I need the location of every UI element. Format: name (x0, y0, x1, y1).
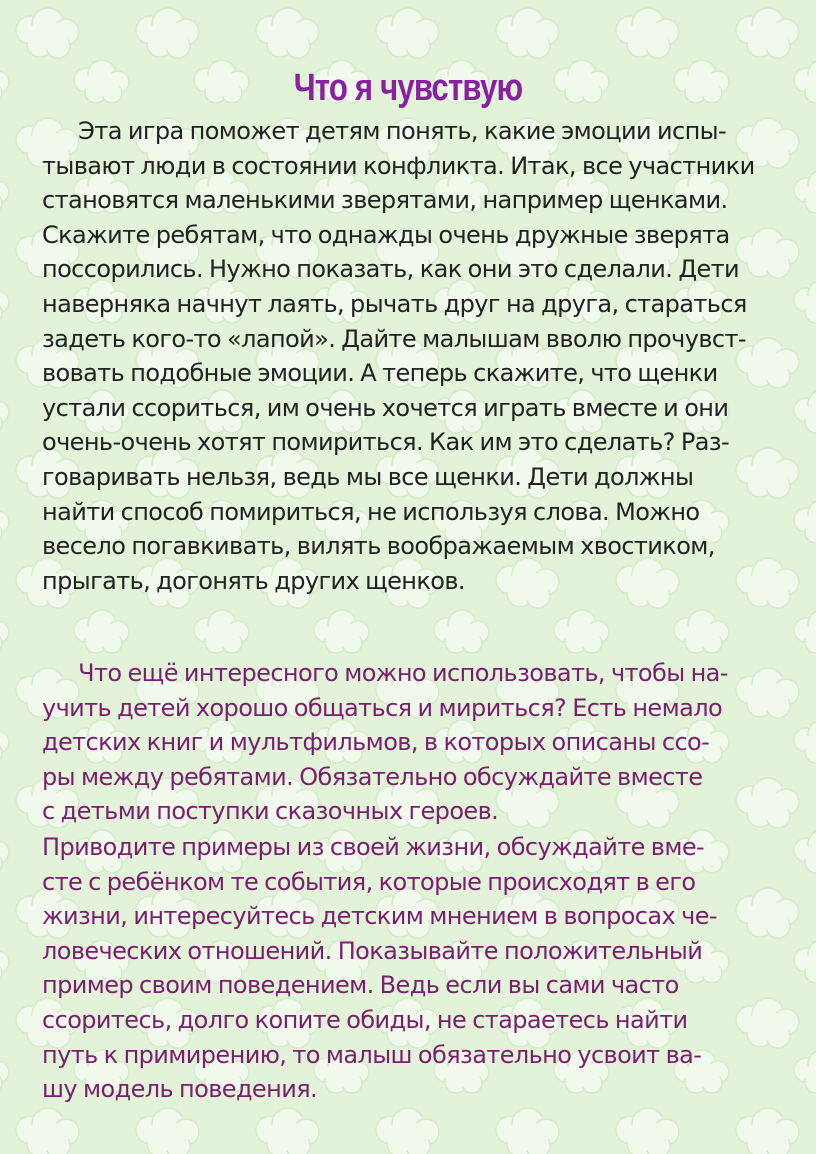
page-title: Что я чувствую (293, 67, 523, 110)
text-line: становятся маленькими зверятами, например щенками. (42, 186, 728, 215)
text-line: ловеческих отношений. Показывайте положительный (42, 936, 703, 965)
text-line: ссоритесь, долго копите обиды, не стараетесь найти (42, 1005, 688, 1034)
text-line: детских книг и мультфильмов, в которых описаны ссо- (42, 728, 710, 757)
text-line: поссорились. Нужно показать, как они это сделали. Дети (42, 255, 740, 284)
text-line: с детьми поступки сказочных героев. (42, 797, 499, 826)
text-line: вовать подобные эмоции. А теперь скажите, что щенки (42, 359, 718, 388)
text-line: Что ещё интересного можно использовать, чтобы на- (42, 659, 728, 687)
text-line: найти способ помириться, не используя слова. Можно (42, 497, 700, 526)
text-line: сте с ребёнком те события, которые происходят в его (42, 867, 696, 896)
paragraph-books-and-cartoons (42, 656, 784, 829)
text-line: Приводите примеры из своей жизни, обсуждайте вме- (42, 833, 705, 861)
text-line: наверняка начнут лаять, рычать друг на друга, стараться (42, 289, 747, 318)
paragraph-game-description (42, 114, 784, 598)
text-line: очень-очень хотят помириться. Как им это сделать? Раз- (42, 428, 730, 457)
text-line: весело погавкивать, вилять воображаемым хвостиком, (42, 532, 715, 561)
text-line: учить детей хорошо общаться и мириться? Есть немало (42, 693, 723, 722)
text-line: Эта игра поможет детям понять, какие эмоции испы- (42, 117, 727, 145)
text-line: задеть кого-то «лапой». Дайте малышам вволю прочувст- (42, 324, 746, 353)
text-line: говаривать нельзя, ведь мы все щенки. Дети должны (42, 462, 694, 491)
text-line: прыгать, догонять других щенков. (42, 566, 465, 595)
text-line: пример своим поведением. Ведь если вы сами часто (42, 971, 679, 1000)
text-line: устали ссориться, им очень хочется играть вместе и они (42, 393, 729, 422)
text-line: путь к примирению, то малыш обязательно усвоит ва- (42, 1040, 702, 1069)
text-line: шу модель поведения. (42, 1075, 318, 1104)
text-line: жизни, интересуйтесь детским мнением в вопросах че- (42, 902, 717, 931)
paragraph-personal-example (42, 830, 784, 1107)
text-line: тывают люди в состоянии конфликта. Итак, все участники (42, 151, 755, 180)
text-line: ры между ребятами. Обязательно обсуждайте вместе (42, 762, 703, 791)
text-line: Скажите ребятам, что однажды очень дружные зверята (42, 220, 730, 249)
